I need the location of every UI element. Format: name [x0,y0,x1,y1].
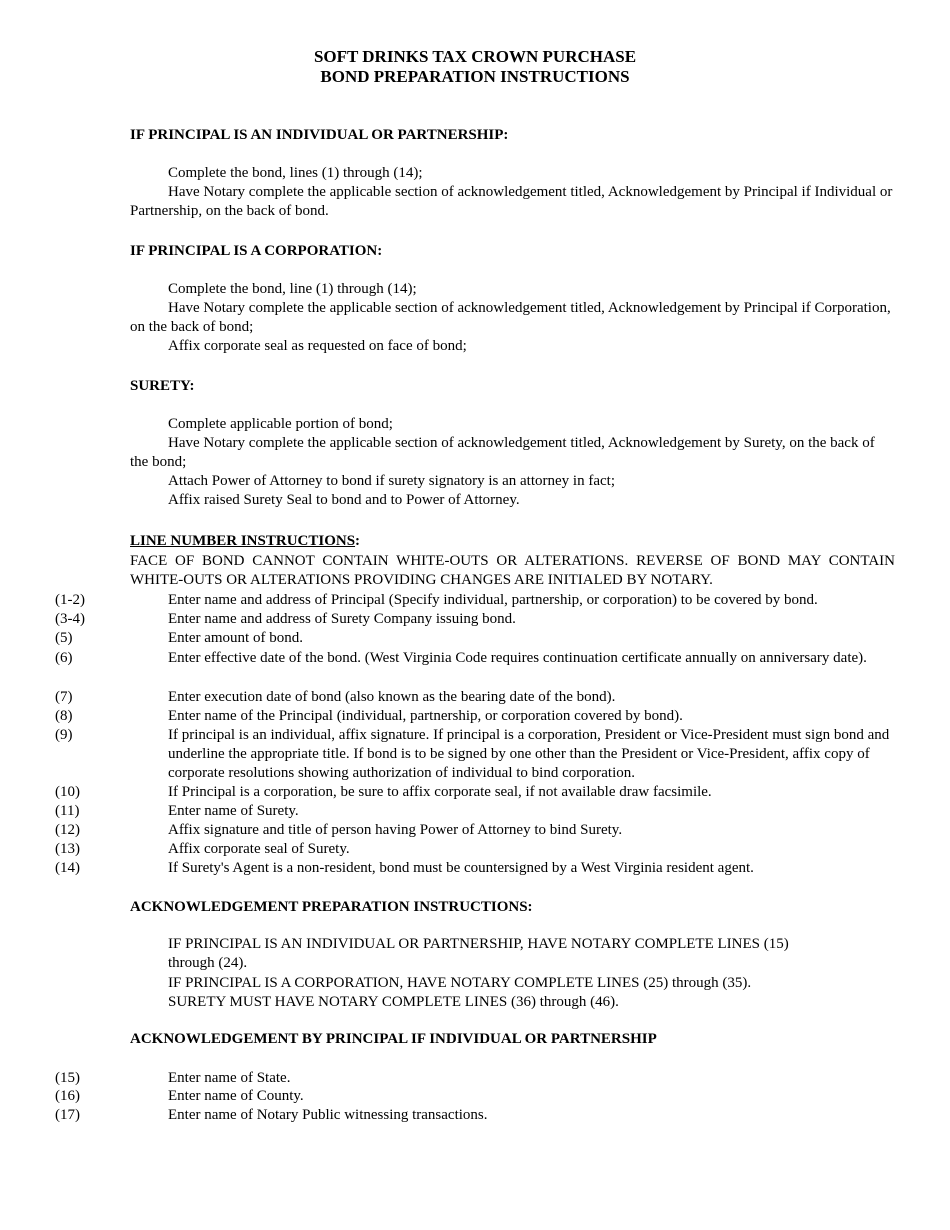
acknowledgement-paragraph-1: IF PRINCIPAL IS AN INDIVIDUAL OR PARTNERSHIP, HAVE NOTARY COMPLETE LINES (15) through (24). [168,936,789,971]
line-item-number: (3-4) [55,611,85,627]
section-surety-body [130,415,895,510]
line-item-text: Enter name of County. [168,1088,304,1104]
section-corporation-body [130,280,895,356]
title-line-2: BOND PREPARATION INSTRUCTIONS [320,67,630,86]
line-item-number: (12) [55,822,80,838]
line-item-text: Enter name of the Principal (individual, partnership, or corporation covered by bond). [168,708,683,724]
line-item-number: (15) [55,1070,80,1086]
acknowledgement-paragraph-3: SURETY MUST HAVE NOTARY COMPLETE LINES (36) through (46). [168,994,619,1010]
line-item-number: (9) [55,727,73,743]
line-item-text: Affix corporate seal of Surety. [168,841,350,857]
line-item-text: If principal is an individual, affix signature. If principal is a corporation, President or Vice-President must sign bond and underline the appropriate title. If bond is to be signed by one other than the President or Vice-President, affix copy of corporate resolutions showing authorization of individual to bind corporation. [168,727,890,781]
line-item-number: (13) [55,841,80,857]
line-item-text: Affix signature and title of person having Power of Attorney to bind Surety. [168,822,623,838]
line-item-number: (7) [55,689,73,705]
document-title [0,47,950,87]
section-individual-body [130,164,895,221]
line-item-text: Enter name of Surety. [168,803,299,819]
line-item-number: (16) [55,1088,80,1104]
line-item-text: Enter effective date of the bond. (West Virginia Code requires continuation certificate annually on anniversary date). [168,650,867,666]
corporation-paragraph-3: Affix corporate seal as requested on face of bond; [168,338,467,354]
surety-paragraph-3: Attach Power of Attorney to bond if surety signatory is an attorney in fact; [168,473,615,489]
line-item-text: If Surety's Agent is a non-resident, bond must be countersigned by a West Virginia resident agent. [168,860,754,876]
corporation-paragraph-1: Complete the bond, line (1) through (14); [168,281,417,297]
line-instructions-heading-colon: : [355,533,361,549]
title-line-1: SOFT DRINKS TAX CROWN PURCHASE [313,47,637,66]
line-item-number: (14) [55,860,80,876]
section-heading-individual: IF PRINCIPAL IS AN INDIVIDUAL OR PARTNERSHIP: [130,127,509,143]
section-heading-line-instructions [130,532,895,551]
line-item-text: Enter name of Notary Public witnessing transactions. [168,1107,488,1123]
corporation-paragraph-2: Have Notary complete the applicable section of acknowledgement titled, Acknowledgement by Principal if Corporation, on the back of bond; [130,300,891,335]
line-item-number: (5) [55,630,73,646]
surety-paragraph-1: Complete applicable portion of bond; [168,416,393,432]
line-item-text: If Principal is a corporation, be sure to affix corporate seal, if not available draw facsimile. [168,784,712,800]
line-instructions-notice: FACE OF BOND CANNOT CONTAIN WHITE-OUTS OR ALTERATIONS. REVERSE OF BOND MAY CONTAIN WHITE-OUTS OR ALTERATIONS PROVIDING CHANGES ARE INITIALED BY NOTARY. [130,553,895,588]
individual-paragraph-2: Have Notary complete the applicable section of acknowledgement titled, Acknowledgement by Principal if Individual or Partnership, on the back of bond. [130,184,893,219]
section-heading-corporation: IF PRINCIPAL IS A CORPORATION: [130,243,383,259]
section-heading-ack-individual: ACKNOWLEDGEMENT BY PRINCIPAL IF INDIVIDUAL OR PARTNERSHIP [130,1031,657,1047]
line-item-text: Enter amount of bond. [168,630,303,646]
section-heading-acknowledgement: ACKNOWLEDGEMENT PREPARATION INSTRUCTIONS: [130,899,533,915]
section-heading-surety: SURETY: [130,378,195,394]
surety-paragraph-4: Affix raised Surety Seal to bond and to Power of Attorney. [168,492,520,508]
line-instructions-heading-text: LINE NUMBER INSTRUCTIONS [130,533,356,549]
individual-paragraph-1: Complete the bond, lines (1) through (14); [168,165,423,181]
acknowledgement-paragraph-2: IF PRINCIPAL IS A CORPORATION, HAVE NOTARY COMPLETE LINES (25) through (35). [168,975,752,991]
line-item-text: Enter execution date of bond (also known as the bearing date of the bond). [168,689,616,705]
line-item-number: (17) [55,1107,80,1123]
surety-paragraph-2: Have Notary complete the applicable section of acknowledgement titled, Acknowledgement by Surety, on the back of the bond; [130,435,875,470]
line-item-text: Enter name and address of Surety Company issuing bond. [168,611,516,627]
line-item-text: Enter name of State. [168,1070,291,1086]
line-item-number: (10) [55,784,80,800]
line-item-number: (6) [55,650,73,666]
line-item-number: (8) [55,708,73,724]
line-item-number: (1-2) [55,592,85,608]
line-item-number: (11) [55,803,80,819]
line-item-text: Enter name and address of Principal (Specify individual, partnership, or corporation) to be covered by bond. [168,592,818,608]
